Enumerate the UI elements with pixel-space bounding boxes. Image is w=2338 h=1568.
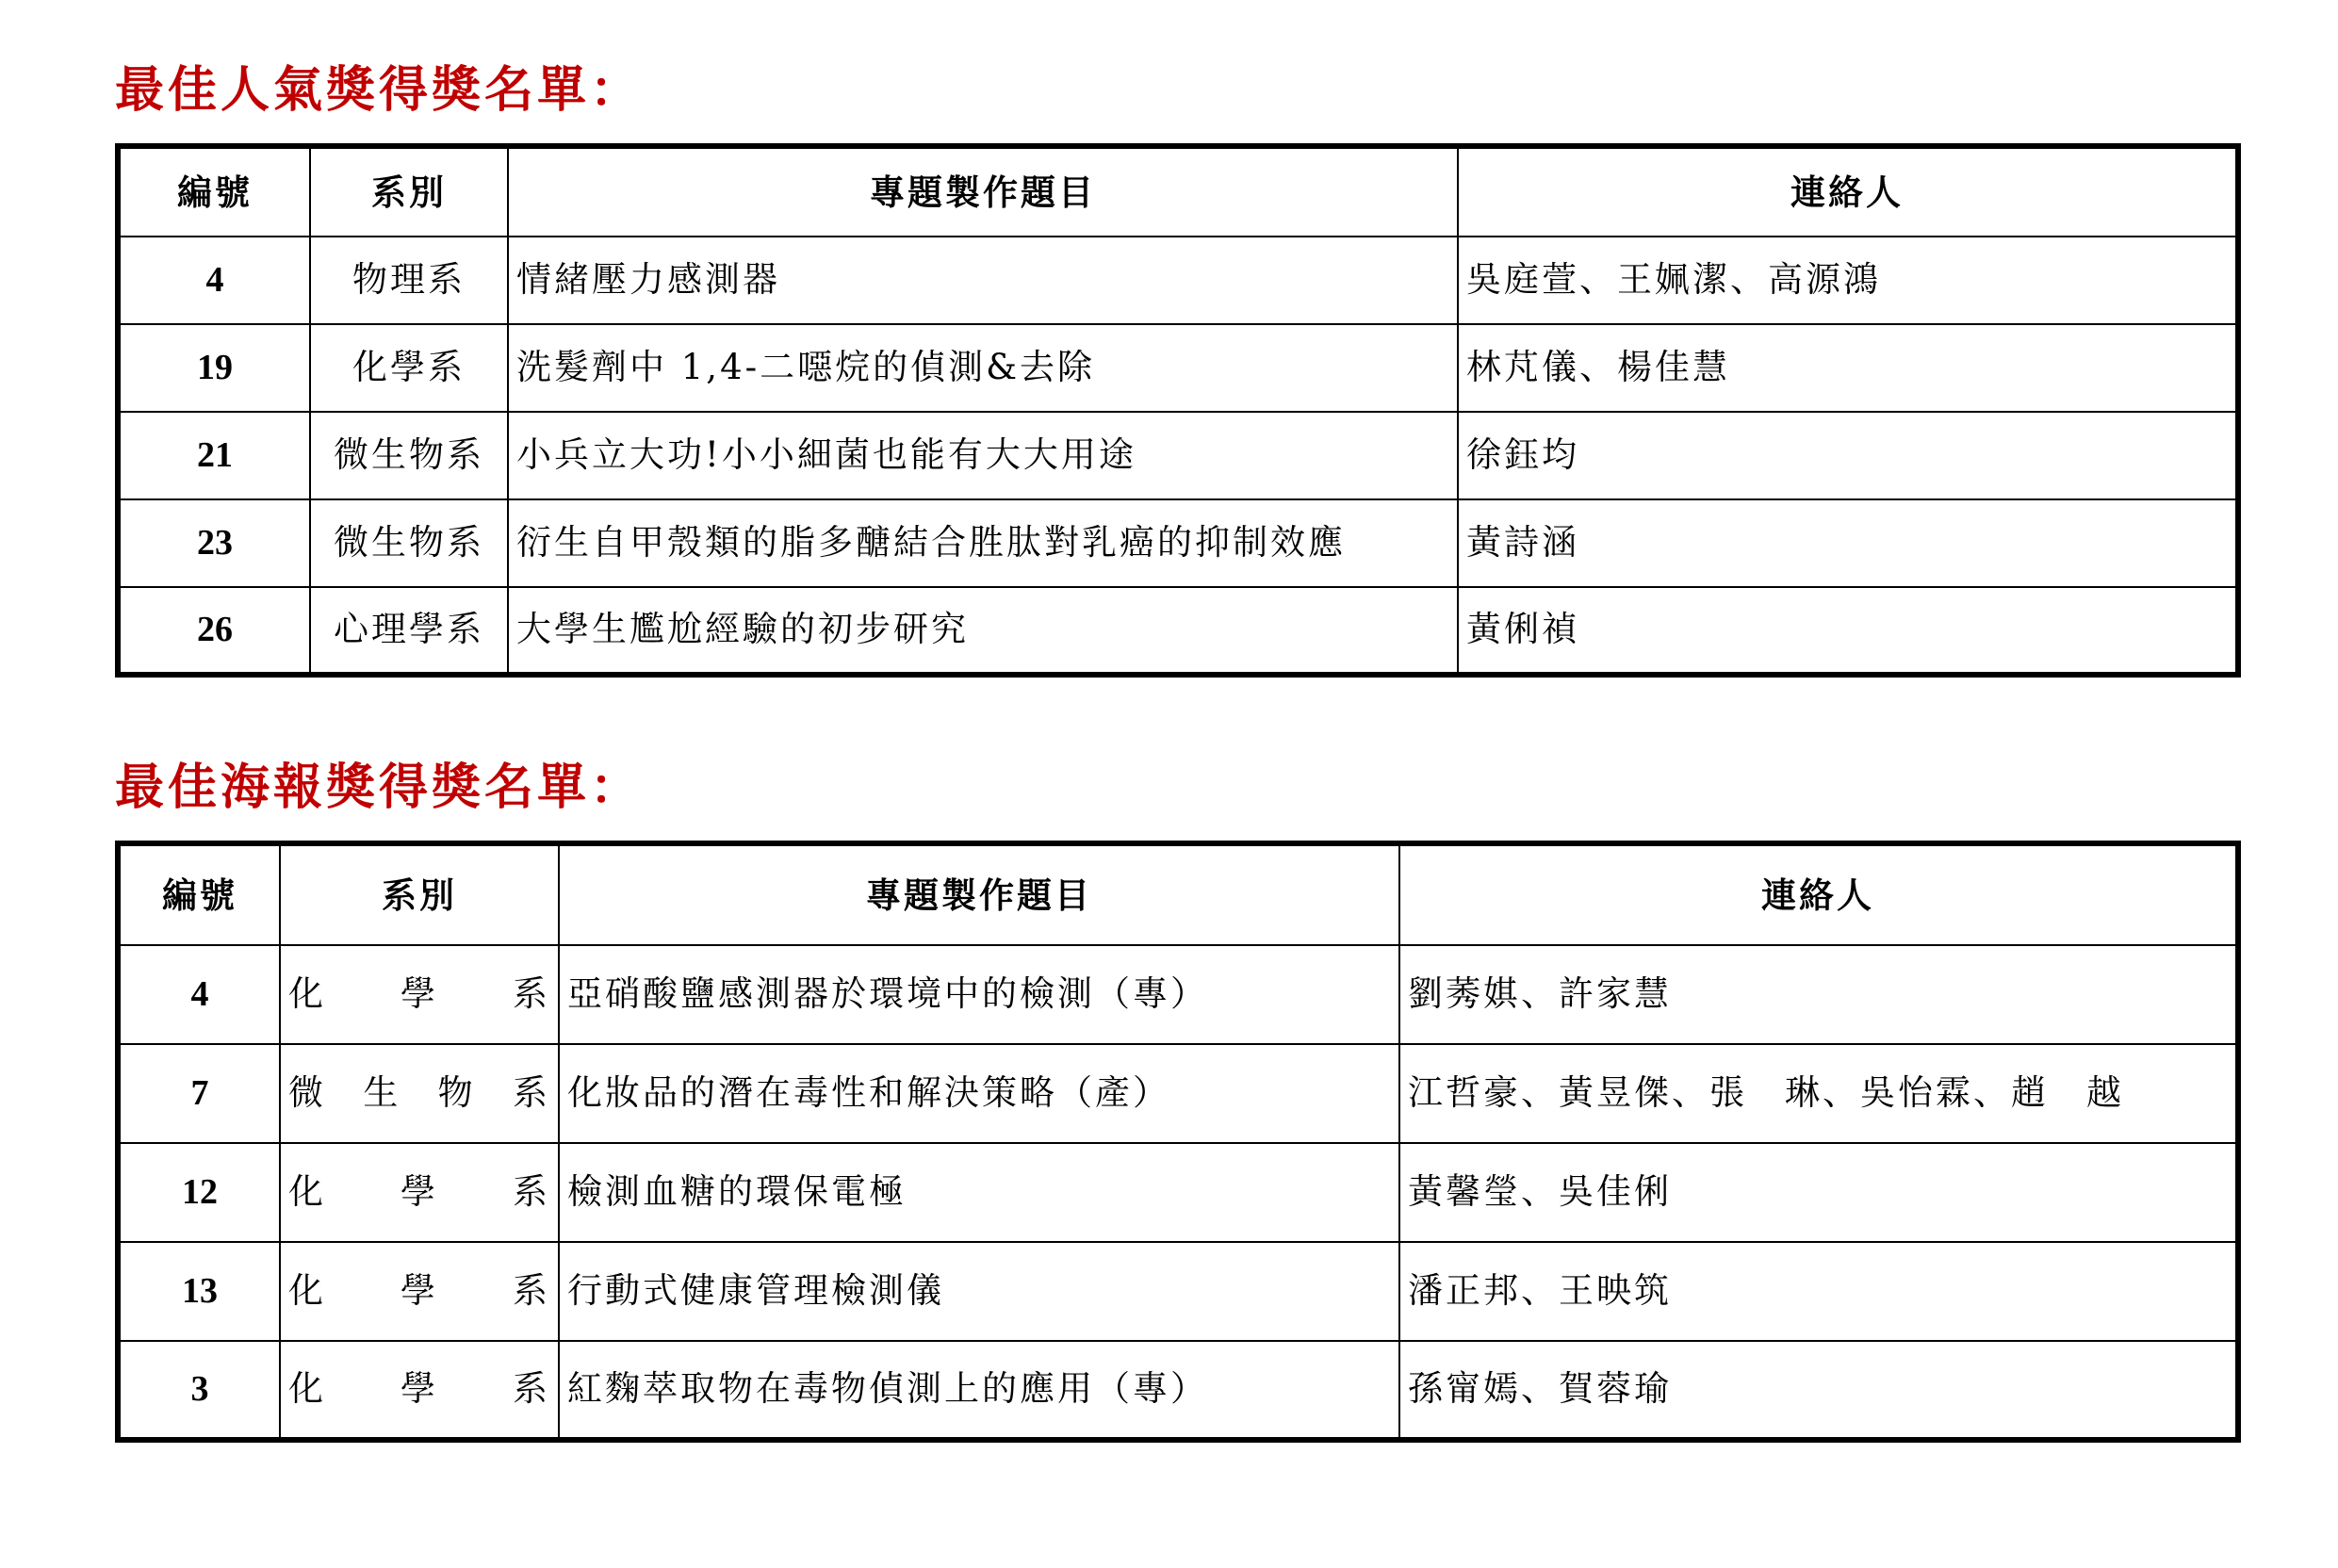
entry-topic: 洗髮劑中 1,4-二噁烷的偵測&去除 xyxy=(508,324,1458,412)
entry-number: 13 xyxy=(118,1242,280,1341)
entry-topic: 紅麴萃取物在毒物偵測上的應用（專） xyxy=(559,1341,1399,1440)
entry-contact: 徐鈺均 xyxy=(1458,412,2238,499)
table-row xyxy=(118,1143,2238,1242)
header-topic: 專題製作題目 xyxy=(508,146,1458,237)
entry-department: 化學系 xyxy=(280,1242,559,1341)
entry-topic: 衍生自甲殼類的脂多醣結合胜肽對乳癌的抑制效應 xyxy=(508,499,1458,587)
entry-number: 23 xyxy=(118,499,310,587)
entry-topic: 檢測血糖的環保電極 xyxy=(559,1143,1399,1242)
entry-department: 微生物系 xyxy=(310,412,508,499)
entry-number: 19 xyxy=(118,324,310,412)
entry-contact: 吳庭萱、王姵潔、高源鴻 xyxy=(1458,237,2238,324)
entry-contact: 劉莠娸、許家慧 xyxy=(1399,945,2238,1044)
entry-number: 7 xyxy=(118,1044,280,1143)
table-row xyxy=(118,1242,2238,1341)
entry-department: 化學系 xyxy=(310,324,508,412)
header-department: 系別 xyxy=(310,146,508,237)
entry-department: 化學系 xyxy=(280,1341,559,1440)
entry-department: 心理學系 xyxy=(310,587,508,675)
table-header-row xyxy=(118,146,2238,237)
entry-topic: 大學生尷尬經驗的初步研究 xyxy=(508,587,1458,675)
table-row xyxy=(118,587,2238,675)
entry-contact: 潘正邦、王映筑 xyxy=(1399,1242,2238,1341)
header-department: 系別 xyxy=(280,843,559,945)
header-contact: 連絡人 xyxy=(1458,146,2238,237)
header-number: 編號 xyxy=(118,146,310,237)
entry-department: 化學系 xyxy=(280,1143,559,1242)
entry-department: 化學系 xyxy=(280,945,559,1044)
entry-topic: 化妝品的潛在毒性和解決策略（產） xyxy=(559,1044,1399,1143)
table-row xyxy=(118,499,2238,587)
entry-number: 3 xyxy=(118,1341,280,1440)
poster-award-title: 最佳海報獎得獎名單： xyxy=(115,759,644,816)
entry-department: 微生物系 xyxy=(310,499,508,587)
entry-contact: 黃詩涵 xyxy=(1458,499,2238,587)
entry-contact: 黃俐禎 xyxy=(1458,587,2238,675)
table-row xyxy=(118,945,2238,1044)
header-contact: 連絡人 xyxy=(1399,843,2238,945)
entry-topic: 小兵立大功!小小細菌也能有大大用途 xyxy=(508,412,1458,499)
entry-number: 4 xyxy=(118,945,280,1044)
entry-contact: 江哲豪、黃昱傑、張 琳、吳怡霖、趙 越 xyxy=(1399,1044,2238,1143)
entry-department: 微生物系 xyxy=(280,1044,559,1143)
table-row xyxy=(118,1341,2238,1440)
table-row xyxy=(118,324,2238,412)
entry-number: 12 xyxy=(118,1143,280,1242)
entry-topic: 行動式健康管理檢測儀 xyxy=(559,1242,1399,1341)
poster-award-table xyxy=(115,841,2241,1443)
entry-department: 物理系 xyxy=(310,237,508,324)
table-row xyxy=(118,1044,2238,1143)
entry-contact: 林芃儀、楊佳慧 xyxy=(1458,324,2238,412)
header-topic: 專題製作題目 xyxy=(559,843,1399,945)
table-row xyxy=(118,412,2238,499)
entry-number: 26 xyxy=(118,587,310,675)
header-number: 編號 xyxy=(118,843,280,945)
entry-contact: 孫甯嫣、賀蓉瑜 xyxy=(1399,1341,2238,1440)
table-row xyxy=(118,237,2238,324)
entry-topic: 情緒壓力感測器 xyxy=(508,237,1458,324)
entry-contact: 黃馨瑩、吳佳俐 xyxy=(1399,1143,2238,1242)
entry-number: 21 xyxy=(118,412,310,499)
entry-number: 4 xyxy=(118,237,310,324)
entry-topic: 亞硝酸鹽感測器於環境中的檢測（專） xyxy=(559,945,1399,1044)
popularity-award-table xyxy=(115,143,2241,678)
table-header-row xyxy=(118,843,2238,945)
popularity-award-title: 最佳人氣獎得獎名單： xyxy=(115,61,644,119)
